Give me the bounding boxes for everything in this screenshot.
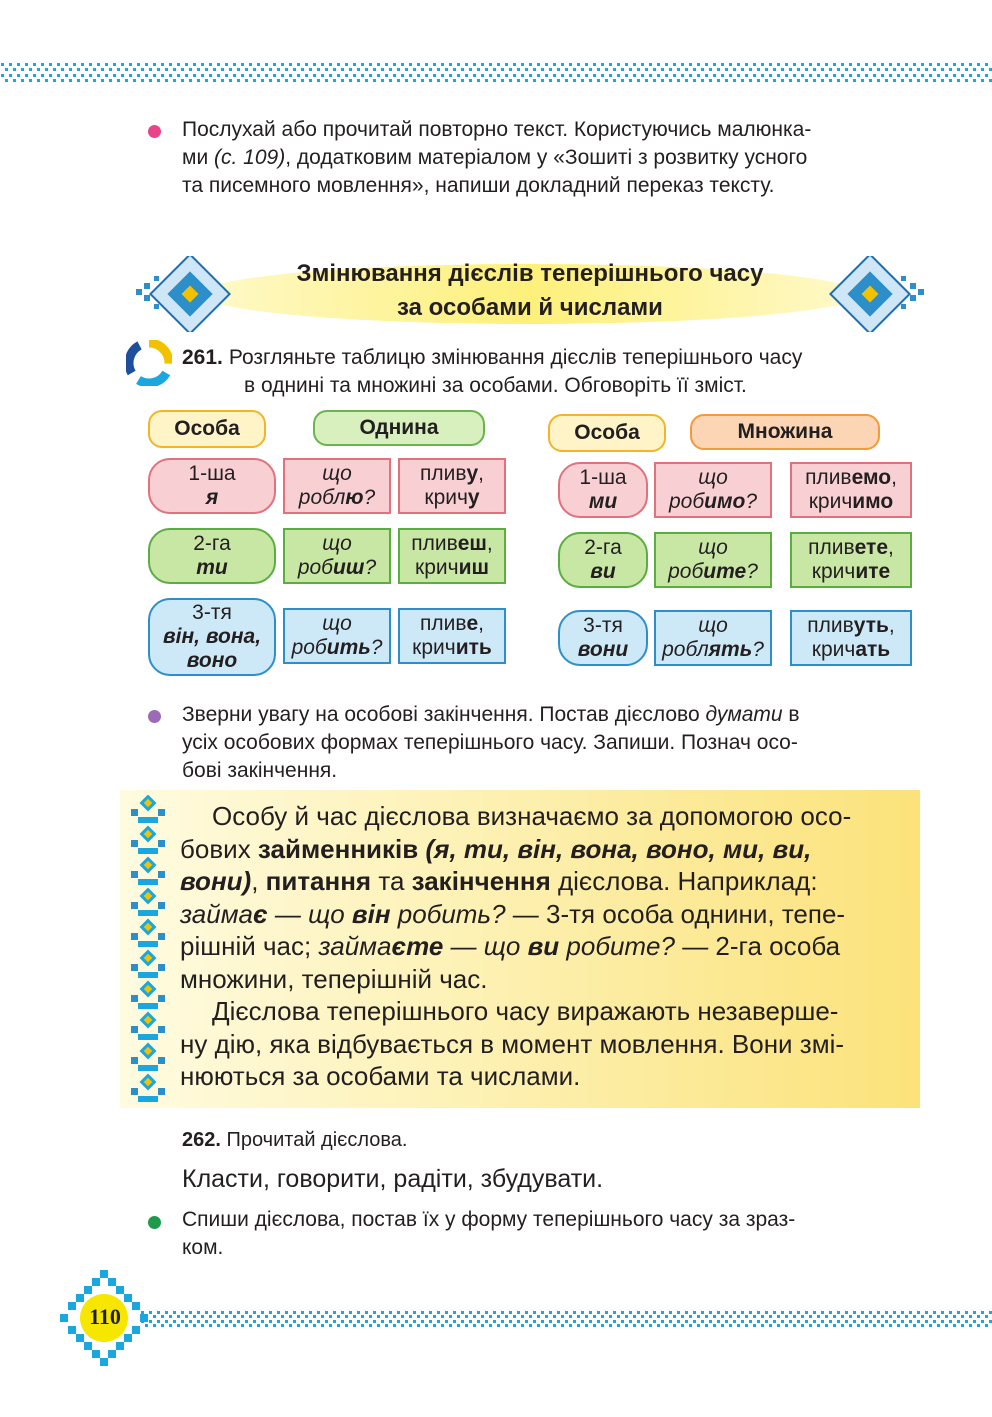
person-cell: 3-тя він, вона, воно	[148, 598, 276, 676]
verb-cell: пливемо, кричимо	[790, 462, 912, 518]
person-cell: 3-тя вони	[558, 610, 648, 666]
exercise-number: 262.	[182, 1129, 221, 1151]
heading-line: Змінювання дієслів теперішнього часу	[296, 260, 764, 287]
singular-number-header: Однина	[313, 410, 485, 446]
intro-line: та писемного мовлення», напиши докладний переказ тексту.	[182, 174, 775, 197]
plural-person-header: Особа	[548, 414, 666, 452]
bottom-ornament-border	[140, 1310, 992, 1328]
word-list: Класти, говорити, радіти, збудувати.	[182, 1165, 604, 1193]
section-heading	[210, 257, 850, 325]
question-cell: що робиш?	[283, 528, 391, 584]
question-cell: що робите?	[654, 532, 772, 588]
verb-cell: пливете, кричите	[790, 532, 912, 588]
task-262: Спиши дієслова, постав їх у форму теперішнього часу за зраз- ком.	[182, 1208, 796, 1259]
task-paragraph: Зверни увагу на особові закінчення. Постав дієслово думати в усіх особових формах теперішнього часу. Запиши. Познач осо- бові закінчення.	[182, 701, 922, 785]
question-cell: що робимо?	[654, 462, 772, 518]
exercise-title: Прочитай дієслова.	[226, 1129, 408, 1151]
bullet-pink	[148, 125, 161, 138]
question-cell: що роблять?	[654, 610, 772, 666]
intro-paragraph	[182, 116, 922, 200]
person-cell: 1-ша ми	[558, 462, 648, 518]
bullet-green	[148, 1216, 161, 1229]
bullet-purple	[148, 710, 161, 723]
exercise-261	[182, 344, 922, 400]
person-cell: 2-га ви	[558, 532, 648, 588]
task-line: усіх особових формах теперішнього часу. Запиши. Познач осо-	[182, 731, 798, 754]
exercise-number: 261.	[182, 346, 223, 369]
intro-line: Послухай або прочитай повторно текст. Користуючись малюнка-	[182, 118, 812, 141]
person-cell: 1-ша я	[148, 458, 276, 514]
plural-number-header: Множина	[690, 414, 880, 450]
verb-cell: пливе, кричить	[398, 608, 506, 664]
exercise-262	[182, 1126, 922, 1154]
vertical-ornament	[128, 795, 168, 1105]
intro-line: ми (с. 109), додатковим матеріалом у «Зошиті з розвитку усного	[182, 146, 808, 169]
task-line: бові закінчення.	[182, 759, 338, 782]
page-number: 110	[89, 1304, 121, 1329]
person-cell: 2-га ти	[148, 528, 276, 584]
top-ornament-border	[0, 62, 992, 84]
singular-person-header: Особа	[148, 410, 266, 448]
discussion-icon	[126, 340, 172, 386]
exercise-line: Розгляньте таблицю змінювання дієслів теперішнього часу	[228, 346, 803, 369]
verb-cell: пливуть, кричать	[790, 610, 912, 666]
heading-line: за особами й числами	[397, 294, 663, 321]
rule-text: Особу й час дієслова визначаємо за допомогою осо- бових займенників (я, ти, він, вона, воно, ми, ви, вони), питання та закінчення дієслова. Наприклад: займає — що він робить? — 3-тя особа однини, тепе- рішній час; займаєте — що ви робите? — 2-га особа множини, теперішній час. Дієслова теперішнього часу виражають незаверше- ну дію, яка відбувається в момент мовлення. Вони змі- нюються за особами та числами.	[180, 801, 852, 1091]
question-cell: що роблю?	[283, 458, 391, 514]
exercise-line: в однині та множині за особами. Обговоріть її зміст.	[244, 374, 747, 397]
verb-cell: пливеш, кричиш	[398, 528, 506, 584]
question-cell: що робить?	[283, 608, 391, 664]
verb-cell: пливу, кричу	[398, 458, 506, 514]
